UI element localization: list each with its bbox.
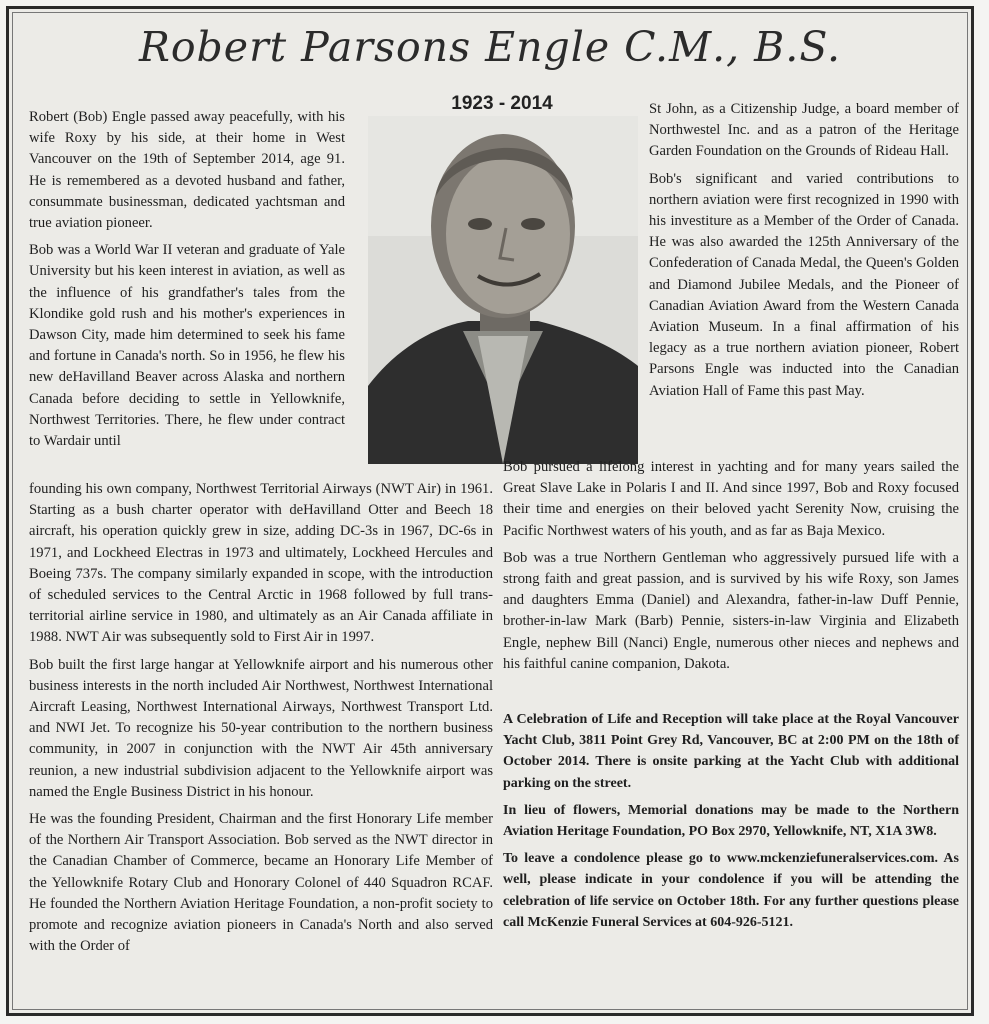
obituary-title: Robert Parsons Engle C.M., B.S. (139, 23, 841, 71)
right-column-upper (649, 99, 959, 408)
left-column-lower (29, 479, 493, 963)
paragraph: Bob pursued a lifelong interest in yachting and for many years sailed the Great Slave Lake in Polaris I and II. And since 1997, Bob and Roxy focused their time and energies on their beloved yacht Serenity Now, cruising the Pacific Northwest waters of his youth, and as far as Baja Mexico. (503, 459, 959, 539)
right-column-lower (503, 457, 959, 681)
paragraph: St John, as a Citizenship Judge, a board member of Northwestel Inc. and as a patron of the Heritage Garden Foundation on the Grounds of Rideau Hall. (649, 101, 959, 160)
paragraph: Bob was a true Northern Gentleman who aggressively pursued life with a strong faith and great passion, and is survived by his wife Roxy, son James and daughters Emma (Daniel) and Alexandra, father-in-law Duff Pennie, brother-in-law Mark (Barb) Pennie, sisters-in-law Virginia and Elizabeth Engle, nephew Bill (Nanci) Engle, numerous other nieces and nephews and his faithful canine companion, Dakota. (503, 549, 959, 672)
obituary-clipping (6, 6, 974, 1016)
condolence-notice: To leave a condolence please go to www.mckenziefuneralservices.com. As well, please indicate in your condolence if you will be attending the celebration of life service on October 18th. For any further questions please call McKenzie Funeral Services at 604-926-5121. (503, 851, 959, 930)
paragraph: Bob built the first large hangar at Yellowknife airport and his numerous other business interests in the north included Air Northwest, Northwest International Aircraft Leasing, Northwest International Airways, Northwest Transport Ltd. and NWI Jet. To recognize his 50-year contribution to the northern business community, in 2007 in conjunction with the NWT Air 45th anniversary reunion, a new industrial subdivision adjacent to the Yellowknife airport was named the Engle Business District in his honour. (29, 656, 493, 800)
paragraph: He was the founding President, Chairman and the first Honorary Life member of the Northern Air Transport Association. Bob served as the NWT director in the Canadian Chamber of Commerce, became an Honorary Life Member of the Yellowknife Rotary Club and Honorary Colonel of 440 Squadron RCAF. He founded the Northern Aviation Heritage Foundation, a non-profit society to promote and recognize aviation pioneers in Canada's North and also served with the Order of (29, 811, 493, 955)
paragraph: Robert (Bob) Engle passed away peacefully, with his wife Roxy by his side, at their home in West Vancouver on the 19th of September 2014, age 91. He is remembered as a devoted husband and father, consummate businessman, dedicated yachtsman and true aviation pioneer. (29, 109, 345, 232)
paragraph: Bob was a World War II veteran and graduate of Yale University but his keen interest in aviation, as well as the influence of his grandfather's tales from the Klondike gold rush and his mother's experiences in Dawson City, made him determined to seek his fame and fortune in Canada's north. So in 1956, he flew his new deHavilland Beaver across Alaska and northern Canada before deciding to settle in Yellowknife, Northwest Territories. There, he flew under contract to Wardair until (29, 242, 345, 450)
celebration-notice: A Celebration of Life and Reception will take place at the Royal Vancouver Yacht Club, 3811 Point Grey Rd, Vancouver, BC at 2:00 PM on the 18th of October 2014. There is onsite parking at the Yacht Club with additional parking on the street. (503, 712, 959, 791)
portrait-photo (368, 116, 638, 464)
paragraph: Bob's significant and varied contributions to northern aviation were first recognized in 1990 with his investiture as a Member of the Order of Canada. He was also awarded the 125th Anniversary of the Confederation of Canada Medal, the Queen's Golden and Diamond Jubilee Medals, and the Pioneer of Canadian Aviation Award from the Western Canada Aviation Museum. In a final affirmation of his legacy as a true northern aviation pioneer, Robert Parsons Engle was inducted into the Canadian Aviation Hall of Fame this past May. (649, 170, 959, 399)
donation-notice: In lieu of flowers, Memorial donations may be made to the Northern Aviation Heritage Foundation, PO Box 2970, Yellowknife, NT, X1A 3W8. (503, 802, 959, 840)
service-notices (503, 709, 959, 939)
left-column-upper (29, 107, 345, 458)
life-years: 1923 - 2014 (451, 93, 553, 114)
paragraph: founding his own company, Northwest Territorial Airways (NWT Air) in 1961. Starting as a bush charter operator with deHavilland Otter and Beech 18 aircraft, his operation quickly grew in size, adding DC-3s in 1967, DC-6s in 1971, and Lockheed Electras in 1973 and ultimately, Lockheed Hercules and Boeing 737s. The company similarly expanded in scope, with the introduction of scheduled services to the Central Arctic in 1968 followed by full trans-territorial airline service in 1980, and ultimately as an Air Canada affiliate in 1988. NWT Air was subsequently sold to First Air in 1997. (29, 481, 493, 646)
